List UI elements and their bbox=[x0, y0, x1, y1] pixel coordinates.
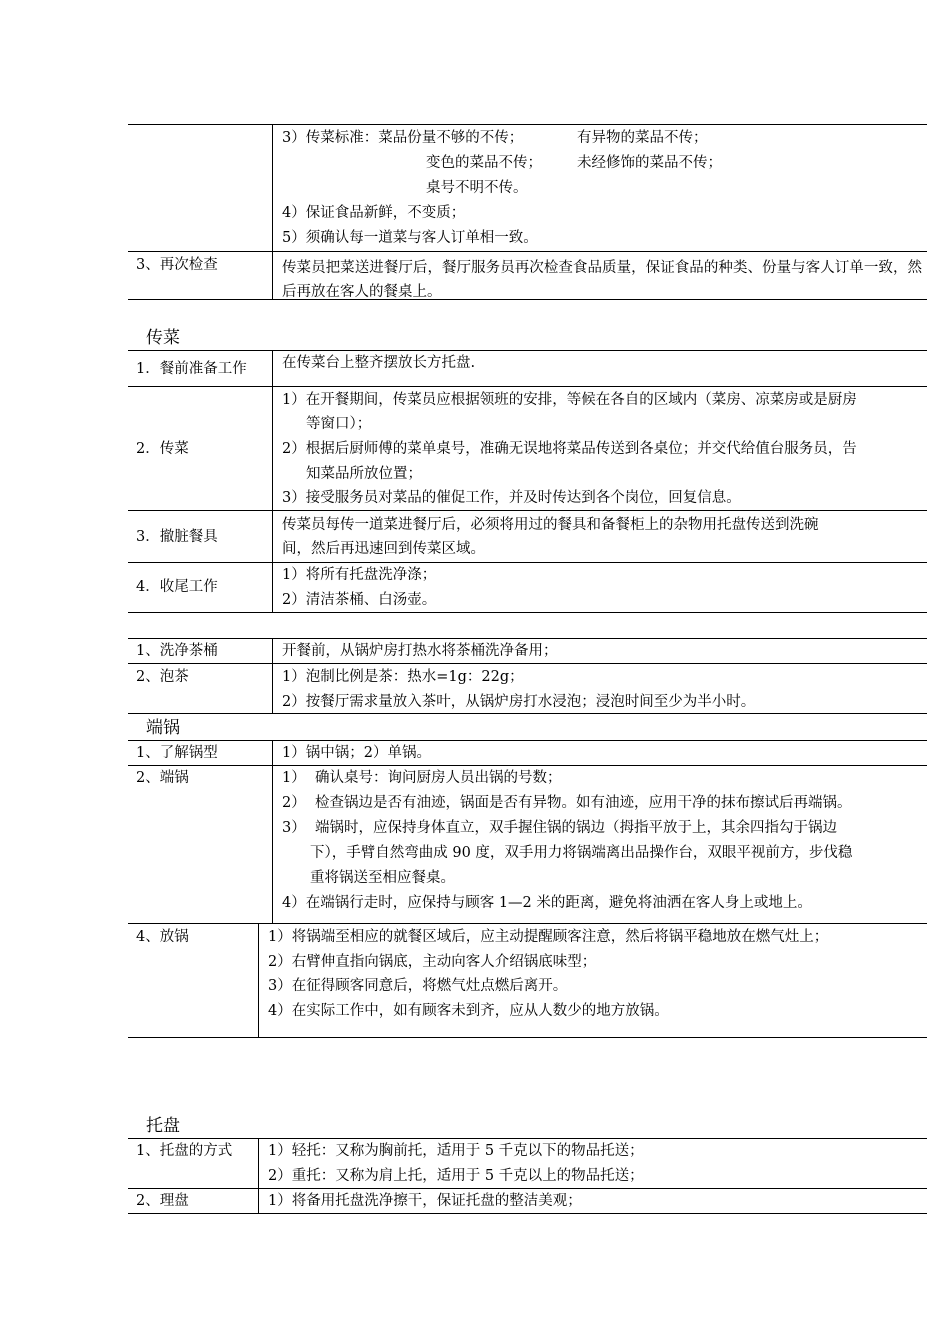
cell-line: 5）须确认每一道菜与客人订单相一致。 bbox=[282, 230, 538, 246]
section-title-tuopan: 托盘 bbox=[146, 1116, 180, 1136]
cell-line: 2）按餐厅需求量放入茶叶，从锅炉房打水浸泡；浸泡时间至少为半小时。 bbox=[282, 694, 756, 710]
cell-line: 知菜品所放位置； bbox=[306, 466, 422, 482]
cell-line: 2）重托：又称为肩上托，适用于 5 千克以上的物品托送； bbox=[268, 1168, 644, 1184]
cell-line: 下），手臂自然弯曲成 90 度，双手用力将锅端离出品操作台，双眼平视前方，步伐稳 bbox=[310, 845, 853, 861]
cell-line: 等窗口）； bbox=[306, 416, 372, 432]
cell-line: 3）接受服务员对菜品的催促工作，并及时传达到各个岗位，回复信息。 bbox=[282, 490, 741, 506]
row-label: 4、放锅 bbox=[136, 929, 189, 945]
row-label: 1、洗净茶桶 bbox=[136, 643, 218, 659]
row-label: 1、托盘的方式 bbox=[136, 1143, 233, 1159]
cell-line: 3）在征得顾客同意后，将燃气灶点燃后离开。 bbox=[268, 978, 568, 994]
cell-line: 变色的菜品不传； bbox=[426, 155, 542, 171]
cell-text: 传菜员把菜送进餐厅后，餐厅服务员再次检查食品质量，保证食品的种类、份量与客人订单一致，然后再放在客人的餐桌上。 bbox=[282, 260, 922, 300]
cell-line: 4）保证食品新鲜，不变质； bbox=[282, 205, 466, 221]
row-label: 3、再次检查 bbox=[136, 257, 218, 273]
cell-line: 2）右臂伸直指向锅底，主动向客人介绍锅底味型； bbox=[268, 954, 597, 970]
cell-line: 1） 确认桌号：询问厨房人员出锅的号数； bbox=[282, 770, 562, 786]
cell-line: 桌号不明不传。 bbox=[426, 180, 528, 196]
row-label: 2、泡茶 bbox=[136, 669, 189, 685]
cell-line: 2） 检查锅边是否有油迹，锅面是否有异物。如有油迹，应用干净的抹布擦试后再端锅。 bbox=[282, 795, 852, 811]
cell-line: 2）清洁茶桶、白汤壶。 bbox=[282, 592, 437, 608]
cell-line: 2）根据后厨师傅的菜单桌号，准确无误地将菜品传送到各桌位；并交代给值台服务员，告 bbox=[282, 441, 857, 457]
section-title-duanguo: 端锅 bbox=[146, 718, 180, 738]
cell-line: 4）在端锅行走时，应保持与顾客 1—2 米的距离，避免将油洒在客人身上或地上。 bbox=[282, 895, 812, 911]
row-label: 3．撤脏餐具 bbox=[136, 529, 218, 545]
section-title-chuancai: 传菜 bbox=[146, 328, 180, 348]
cell-line: 1）锅中锅；2）单锅。 bbox=[282, 745, 431, 761]
row-label: 2、端锅 bbox=[136, 770, 189, 786]
cell-line: 1）轻托：又称为胸前托，适用于 5 千克以下的物品托送； bbox=[268, 1143, 644, 1159]
cell-line: 4）在实际工作中，如有顾客未到齐，应从人数少的地方放锅。 bbox=[268, 1003, 669, 1019]
cell-line: 开餐前，从锅炉房打热水将茶桶洗净备用； bbox=[282, 643, 558, 659]
cell-line: 间，然后再迅速回到传菜区域。 bbox=[282, 541, 485, 557]
cell-line: 1）泡制比例是茶：热水=1g：22g； bbox=[282, 669, 524, 685]
row-label: 1、了解锅型 bbox=[136, 745, 218, 761]
cell-line: 有异物的菜品不传； bbox=[577, 130, 708, 146]
cell-line: 1）将所有托盘洗净涤； bbox=[282, 567, 437, 583]
row-label: 1．餐前准备工作 bbox=[136, 361, 247, 377]
row-label: 2、理盘 bbox=[136, 1193, 189, 1209]
row-label: 4．收尾工作 bbox=[136, 579, 218, 595]
cell-line: 在传菜台上整齐摆放长方托盘. bbox=[282, 355, 476, 371]
cell-line: 1）在开餐期间，传菜员应根据领班的安排，等候在各自的区域内（菜房、凉菜房或是厨房 bbox=[282, 392, 857, 408]
cell-line: 重将锅送至相应餐桌。 bbox=[310, 870, 455, 886]
cell-line: 1）将备用托盘洗净擦干，保证托盘的整洁美观； bbox=[268, 1193, 582, 1209]
cell-line: 3） 端锅时，应保持身体直立，双手握住锅的锅边（拇指平放于上，其余四指勾于锅边 bbox=[282, 820, 837, 836]
cell-line: 1）将锅端至相应的就餐区域后，应主动提醒顾客注意，然后将锅平稳地放在燃气灶上； bbox=[268, 929, 829, 945]
row-label: 2．传菜 bbox=[136, 441, 189, 457]
cell-line: 未经修饰的菜品不传； bbox=[577, 155, 722, 171]
cell-line: 传菜员每传一道菜进餐厅后，必须将用过的餐具和备餐柜上的杂物用托盘传送到洗碗 bbox=[282, 517, 819, 533]
cell-line: 3）传菜标准：菜品份量不够的不传； bbox=[282, 130, 524, 146]
